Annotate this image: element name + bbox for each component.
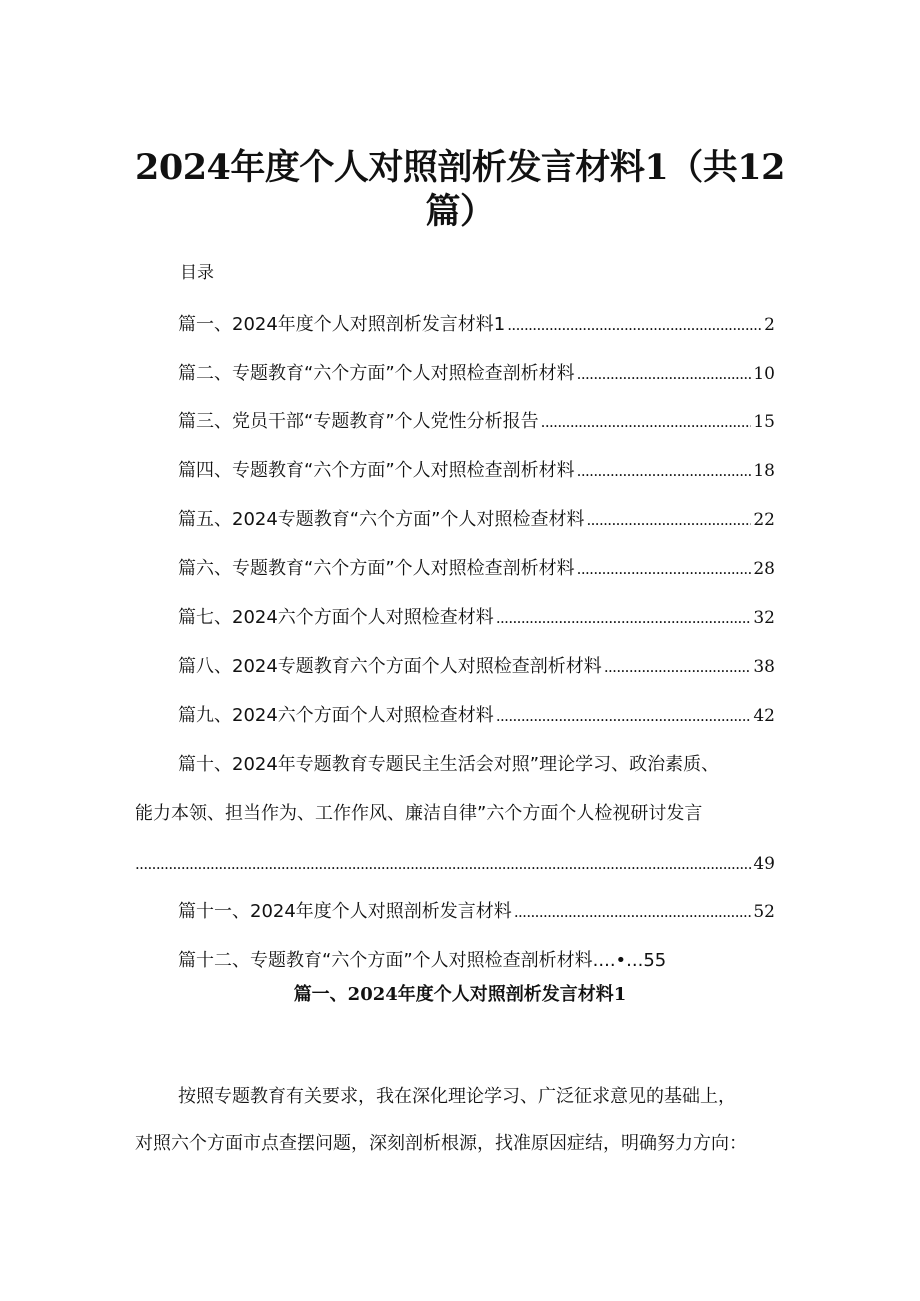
toc-entry-page: 28 <box>753 559 775 579</box>
toc-dot-leader <box>496 703 752 729</box>
toc-entry[interactable] <box>178 899 775 925</box>
toc-entry-label: 篇一、2024年度个人对照剖析发言材料1 <box>178 314 506 335</box>
toc-entry[interactable] <box>178 605 775 631</box>
toc-entry-page: 52 <box>753 902 775 922</box>
toc-heading: 目录 <box>180 263 214 283</box>
toc-entry-label: 篇二、专题教育“六个方面”个人对照检查剖析材料 <box>178 363 575 384</box>
toc-entry-page: 32 <box>753 608 775 628</box>
toc-dot-leader <box>496 605 752 631</box>
toc-entry[interactable] <box>178 312 775 338</box>
toc-entry-10-line-1[interactable]: 篇十、2024年专题教育专题民主生活会对照”理论学习、政治素质、 <box>178 754 720 775</box>
toc-dot-leader <box>577 556 752 582</box>
toc-dot-leader <box>577 458 752 484</box>
toc-dot-leader <box>514 899 752 925</box>
toc-entry[interactable] <box>178 654 775 680</box>
toc-entry-page: 18 <box>753 461 775 481</box>
toc-entry[interactable] <box>178 507 775 533</box>
toc-entry-10-leader-row[interactable] <box>135 851 775 877</box>
toc-entry-label: 篇九、2024六个方面个人对照检查材料 <box>178 705 494 726</box>
toc-entry-page: 49 <box>753 854 775 874</box>
toc-dot-leader <box>577 361 752 387</box>
toc-entry-label: 篇十一、2024年度个人对照剖析发言材料 <box>178 901 512 922</box>
toc-entry-label: 篇十二、专题教育“六个方面”个人对照检查剖析材料....•...55 <box>178 950 667 971</box>
body-paragraph-line: 按照专题教育有关要求，我在深化理论学习、广泛征求意见的基础上， <box>178 1086 736 1107</box>
toc-entry-label: 篇七、2024六个方面个人对照检查材料 <box>178 607 494 628</box>
body-paragraph-line: 对照六个方面市点查摆问题，深刻剖析根源，找准原因症结，明确努力方向： <box>135 1133 747 1154</box>
toc-entry[interactable] <box>178 556 775 582</box>
toc-entry-page: 15 <box>753 412 775 432</box>
toc-entry-page: 10 <box>753 364 775 384</box>
toc-entry-page: 2 <box>764 315 775 335</box>
toc-dot-leader <box>604 654 752 680</box>
toc-entry[interactable] <box>178 458 775 484</box>
toc-dot-leader <box>586 507 751 533</box>
toc-entry[interactable] <box>178 409 775 435</box>
toc-entry-label: 篇六、专题教育“六个方面”个人对照检查剖析材料 <box>178 558 575 579</box>
toc-dot-leader <box>507 312 762 338</box>
document-title-line-2: 篇） <box>425 191 495 232</box>
toc-entry-page: 22 <box>753 510 775 530</box>
toc-entry-page: 42 <box>753 706 775 726</box>
toc-entry-label: 篇三、党员干部“专题教育”个人党性分析报告 <box>178 411 539 432</box>
toc-entry[interactable] <box>178 361 775 387</box>
toc-entry-label: 篇四、专题教育“六个方面”个人对照检查剖析材料 <box>178 460 575 481</box>
document-title-line-1: 2024年度个人对照剖析发言材料1（共12 <box>135 147 785 188</box>
toc-dot-leader <box>135 851 753 877</box>
toc-entry[interactable] <box>178 703 775 729</box>
toc-entry-page: 38 <box>753 657 775 677</box>
toc-entry-10-line-2[interactable]: 能力本领、担当作为、工作作风、廉洁自律”六个方面个人检视研讨发言 <box>135 803 703 824</box>
section-heading: 篇一、2024年度个人对照剖析发言材料1 <box>293 984 627 1005</box>
toc-dot-leader <box>541 409 752 435</box>
toc-entry-label: 篇五、2024专题教育“六个方面”个人对照检查材料 <box>178 509 585 530</box>
toc-entry-label: 篇八、2024专题教育六个方面个人对照检查剖析材料 <box>178 656 602 677</box>
toc-entry[interactable] <box>178 948 666 974</box>
